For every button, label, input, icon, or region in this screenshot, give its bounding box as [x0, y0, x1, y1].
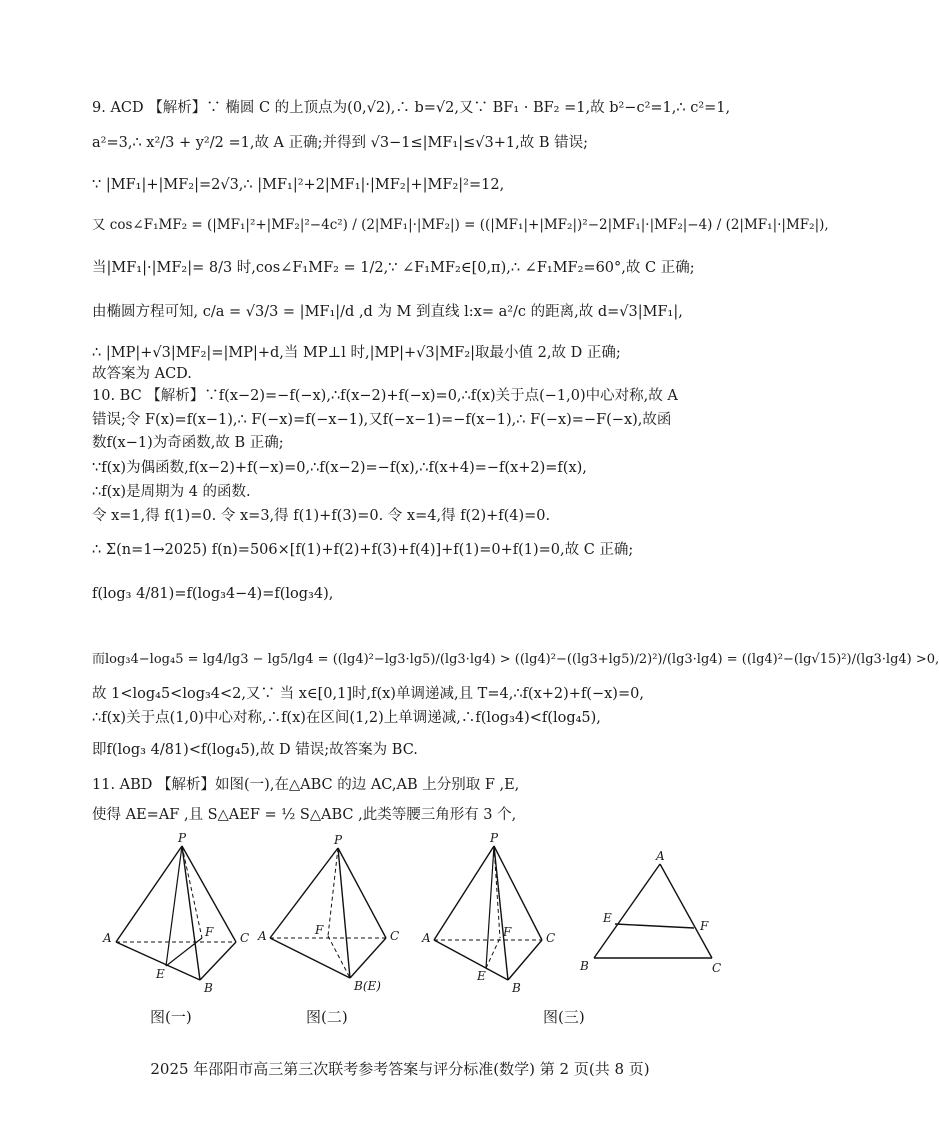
fig4-label-b: B	[580, 959, 589, 973]
figure-4-triangle	[579, 849, 721, 975]
fig2-caption: 图(二)	[306, 1008, 348, 1026]
fig4-label-f: F	[700, 919, 709, 933]
q9-line-1: 9. ACD 【解析】∵ 椭圆 C 的上顶点为(0,√2),∴ b=√2,又∵ BF₁ · BF₂ =1,故 b²−c²=1,∴ c²=1,	[92, 100, 731, 116]
fig1-label-f: F	[205, 925, 214, 939]
q10-line-6: 令 x=1,得 f(1)=0. 令 x=3,得 f(1)+f(3)=0. 令 x=4,得 f(2)+f(4)=0.	[92, 508, 551, 524]
q9-line-7: ∴ |MP|+√3|MF₂|=|MP|+d,当 MP⊥l 时,|MP|+√3|MF₂|取最小值 2,故 D 正确;	[92, 345, 621, 361]
q10-line-11: ∴f(x)关于点(1,0)中心对称,∴f(x)在区间(1,2)上单调递减,∴f(log₃4)<f(log₄5),	[92, 710, 601, 726]
fig2-label-p: P	[334, 833, 343, 847]
fig1-caption: 图(一)	[150, 1008, 192, 1026]
figure-1-diagram	[102, 831, 249, 995]
fig1-label-b: B	[204, 981, 213, 995]
q10-line-4: ∵f(x)为偶函数,f(x−2)+f(−x)=0,∴f(x−2)=−f(x),∴f(x+4)=−f(x+2)=f(x),	[92, 460, 587, 476]
fig4-label-a: A	[656, 849, 665, 863]
q10-line-5: ∴f(x)是周期为 4 的函数.	[92, 484, 251, 500]
fig3-label-b: B	[512, 981, 521, 995]
q10-line-9: 而log₃4−log₄5 = lg4/lg3 − lg5/lg4 = ((lg4)²−lg3·lg5)/(lg3·lg4) > ((lg4)²−((lg3+lg5)/2)²)/(lg3·lg4) = ((lg4)²−(lg√15)²)/(lg3·lg4) >0,	[92, 652, 939, 667]
fig1-label-c: C	[240, 931, 250, 945]
fig3-label-c: C	[546, 931, 556, 945]
fig2-label-f: F	[315, 923, 324, 937]
q10-line-8: f(log₃ 4/81)=f(log₃4−4)=f(log₃4),	[92, 586, 334, 602]
figures-row	[0, 830, 800, 1040]
q10-line-12: 即f(log₃ 4/81)<f(log₄5),故 D 错误;故答案为 BC.	[92, 742, 418, 758]
q11-line-2: 使得 AE=AF ,且 S△AEF = ½ S△ABC ,此类等腰三角形有 3 个,	[92, 807, 517, 823]
fig3-label-e: E	[477, 969, 486, 983]
q11-line-1: 11. ABD 【解析】如图(一),在△ABC 的边 AC,AB 上分别取 F ,E,	[92, 777, 520, 793]
q9-line-3: ∵ |MF₁|+|MF₂|=2√3,∴ |MF₁|²+2|MF₁|·|MF₂|+|MF₂|²=12,	[92, 177, 505, 193]
figure-2-diagram	[257, 833, 399, 993]
q10-line-10: 故 1<log₄5<log₃4<2,又∵ 当 x∈[0,1]时,f(x)单调递减,且 T=4,∴f(x+2)+f(−x)=0,	[92, 686, 644, 702]
fig4-label-c: C	[712, 961, 722, 975]
q9-line-5: 当|MF₁|·|MF₂|= 8/3 时,cos∠F₁MF₂ = 1/2,∵ ∠F₁MF₂∈[0,π),∴ ∠F₁MF₂=60°,故 C 正确;	[92, 260, 695, 276]
q9-line-4: 又 cos∠F₁MF₂ = (|MF₁|²+|MF₂|²−4c²) / (2|MF₁|·|MF₂|) = ((|MF₁|+|MF₂|)²−2|MF₁|·|MF₂|−4) / (2|MF₁|·|MF₂|),	[92, 217, 829, 233]
fig3-caption: 图(三)	[543, 1008, 585, 1026]
page-footer: 2025 年邵阳市高三第三次联考参考答案与评分标准(数学) 第 2 页(共 8 页)	[150, 1060, 650, 1078]
fig3-label-a: A	[422, 931, 431, 945]
fig1-label-p: P	[178, 831, 187, 845]
fig1-label-e: E	[156, 967, 165, 981]
fig4-label-e: E	[603, 911, 612, 925]
q10-line-2: 错误;令 F(x)=f(x−1),∴ F(−x)=f(−x−1),又f(−x−1)=−f(x−1),∴ F(−x)=−F(−x),故函	[92, 412, 672, 428]
fig3-label-p: P	[490, 831, 499, 845]
q10-line-3: 数f(x−1)为奇函数,故 B 正确;	[92, 435, 284, 451]
fig3-label-f: F	[503, 925, 512, 939]
q10-line-7: ∴ Σ(n=1→2025) f(n)=506×[f(1)+f(2)+f(3)+f(4)]+f(1)=0+f(1)=0,故 C 正确;	[92, 542, 634, 558]
q10-line-1: 10. BC 【解析】∵f(x−2)=−f(−x),∴f(x−2)+f(−x)=0,∴f(x)关于点(−1,0)中心对称,故 A	[92, 388, 678, 404]
q9-line-8: 故答案为 ACD.	[92, 366, 192, 382]
figure-3-diagram	[421, 831, 555, 995]
fig2-label-be: B(E)	[354, 979, 381, 993]
q9-line-6: 由椭圆方程可知, c/a = √3/3 = |MF₁|/d ,d 为 M 到直线 l:x= a²/c 的距离,故 d=√3|MF₁|,	[92, 304, 683, 320]
fig1-label-a: A	[103, 931, 112, 945]
fig2-label-a: A	[258, 929, 267, 943]
fig2-label-c: C	[390, 929, 400, 943]
q9-line-2: a²=3,∴ x²/3 + y²/2 =1,故 A 正确;并得到 √3−1≤|MF₁|≤√3+1,故 B 错误;	[92, 135, 588, 151]
